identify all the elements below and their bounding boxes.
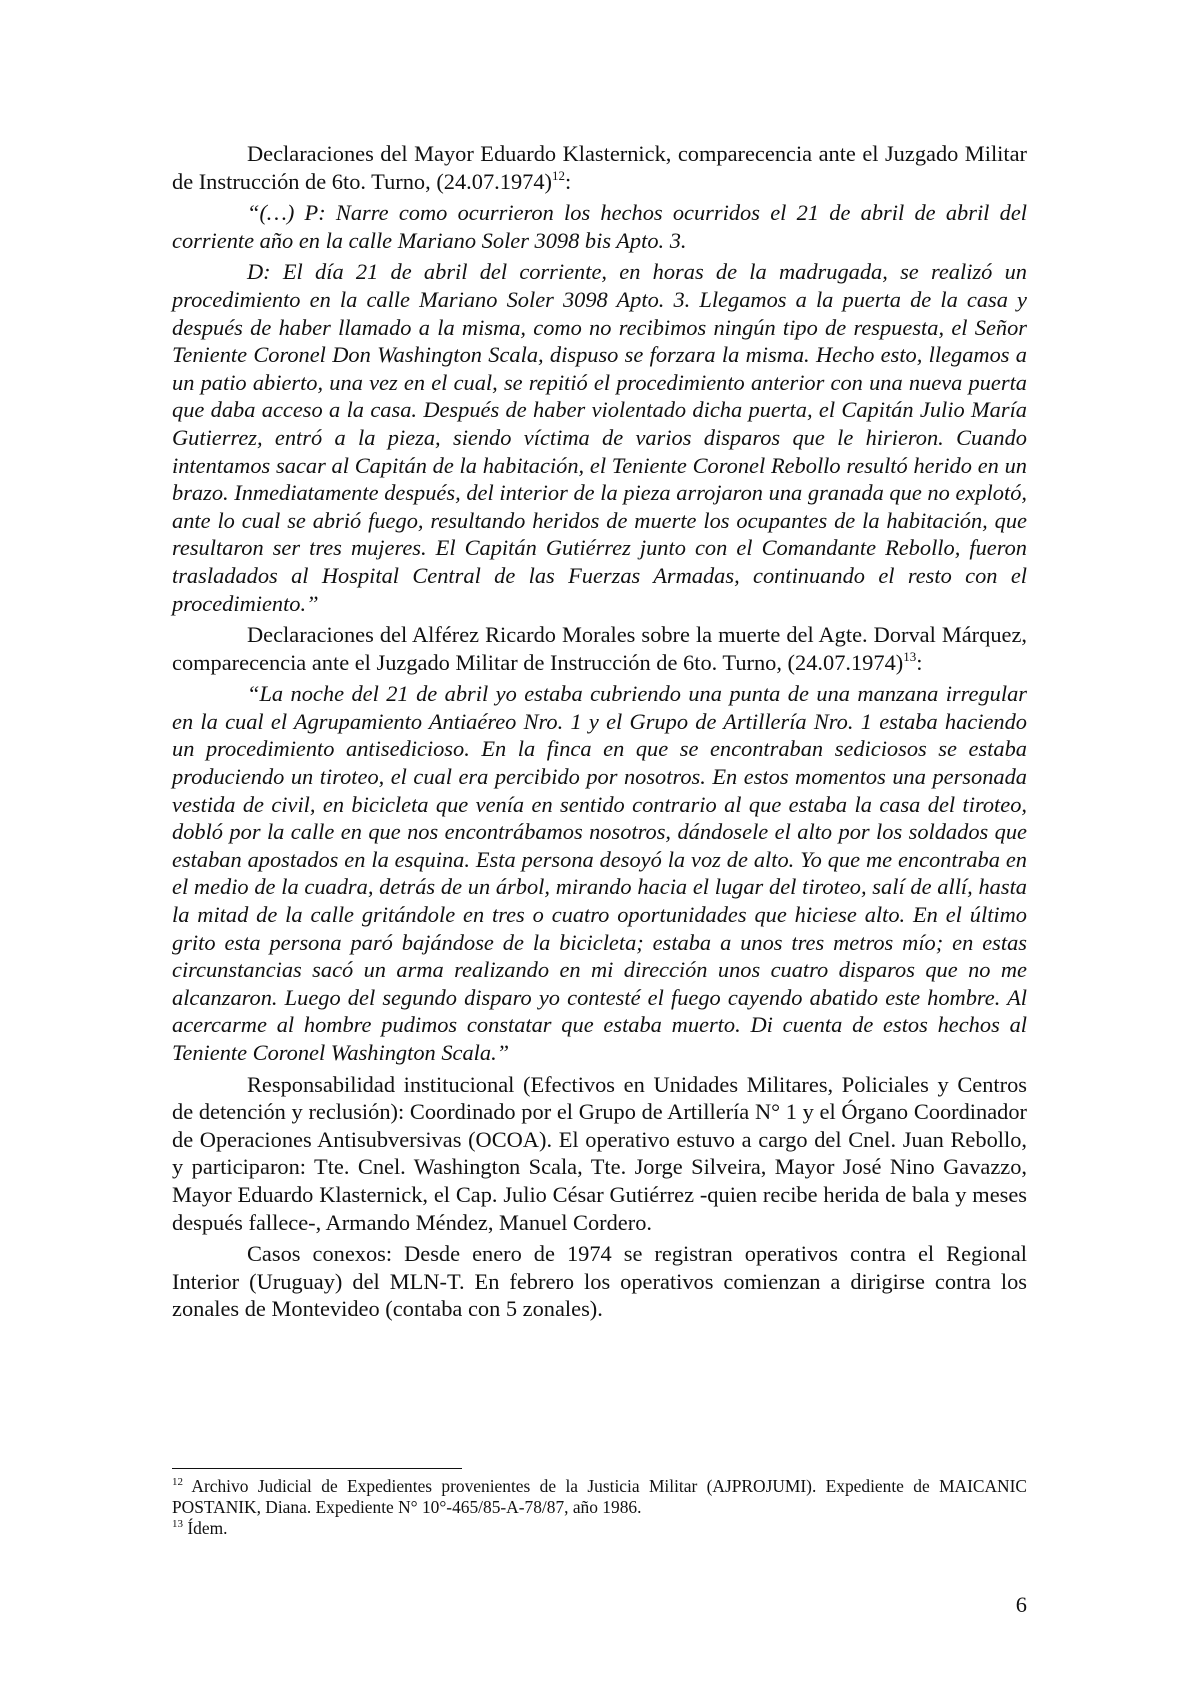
paragraph-related-cases: Casos conexos: Desde enero de 1974 se registran operativos contra el Regional Interior (Uruguay) del MLN-T. En febrero los operativos comienzan a dirigirse contra los zonales de Montevideo (contaba con 5 zonales). bbox=[172, 1241, 1027, 1322]
footnote-text: Ídem. bbox=[187, 1518, 228, 1538]
paragraph-question: “(…) P: Narre como ocurrieron los hechos ocurridos el 21 de abril de abril del corriente año en la calle Mariano Soler 3098 bis Apto. 3. bbox=[172, 200, 1027, 253]
paragraph-morales-quote: “La noche del 21 de abril yo estaba cubriendo una punta de una manzana irregular en la cual el Agrupamiento Antiaéreo Nro. 1 y el Grupo de Artillería Nro. 1 estaba haciendo un procedimiento antisedicioso. En la finca en que se encontraban sediciosos se estaba produciendo un tiroteo, el cual era percibido por nosotros. En estos momentos una personada vestida de civil, en bicicleta que venía en sentido contrario al que estaba la casa del tiroteo, dobló por la calle en que nos encontrábamos nosotros, dándosele el alto por los soldados que estaban apostados en la esquina. Esta persona desoyó la voz de alto. Yo que me encontraba en el medio de la cuadra, detrás de un árbol, mirando hacia el lugar del tiroteo, salí de allí, hasta la mitad de la calle gritándole en tres o cuatro oportunidades que hiciese alto. En el último grito esta persona paró bajándose de la bicicleta; estaba a unos tres metros mío; en estas circunstancias sacó un arma realizando en mi dirección unos cuatro disparos que no me alcanzaron. Luego del segundo disparo yo contesté el fuego cayendo abatido este hombre. Al acercarme al hombre pudimos constatar que estaba muerto. Di cuenta de estos hechos al Teniente Coronel Washington Scala.” bbox=[172, 681, 1027, 1065]
footnote-12 bbox=[172, 1476, 1027, 1518]
paragraph-klasternick-intro bbox=[172, 140, 1027, 195]
footnote-13 bbox=[172, 1518, 1027, 1539]
body-text bbox=[172, 140, 1027, 1327]
footnotes bbox=[172, 1476, 1027, 1539]
paragraph-tail: : bbox=[564, 168, 572, 194]
paragraph-tail: : bbox=[916, 649, 923, 675]
paragraph-text: Declaraciones del Alférez Ricardo Morales sobre la muerte del Agte. Dorval Márquez, comparecencia ante el Juzgado Militar de Instrucción de 6to. Turno, (24.07.1974) bbox=[172, 622, 1027, 675]
footnote-number: 12 bbox=[172, 1476, 183, 1488]
paragraph-answer: D: El día 21 de abril del corriente, en horas de la madrugada, se realizó un procedimiento en la calle Mariano Soler 3098 Apto. 3. Llegamos a la puerta de la casa y después de haber llamado a la misma, como no recibimos ningún tipo de respuesta, el Señor Teniente Coronel Don Washington Scala, dispuso se forzara la misma. Hecho esto, llegamos a un patio abierto, una vez en el cual, se repitió el procedimiento anterior con una nueva puerta que daba acceso a la casa. Después de haber violentado dicha puerta, el Capitán Julio María Gutierrez, entró a la pieza, siendo víctima de varios disparos que le hirieron. Cuando intentamos sacar al Capitán de la habitación, el Teniente Coronel Rebollo resultó herido en un brazo. Inmediatamente después, del interior de la pieza arrojaron una granada que no explotó, ante lo cual se abrió fuego, resultando heridos de muerte los ocupantes de la habitación, que resultaron ser tres mujeres. El Capitán Gutiérrez junto con el Comandante Rebollo, fueron trasladados al Hospital Central de las Fuerzas Armadas, continuando el resto con el procedimiento.” bbox=[172, 259, 1027, 616]
page-number: 6 bbox=[1015, 1592, 1027, 1617]
paragraph-text: Declaraciones del Mayor Eduardo Klasternick, comparecencia ante el Juzgado Militar de Instrucción de 6to. Turno, (24.07.1974) bbox=[172, 141, 1027, 194]
footnote-ref-13: 13 bbox=[903, 648, 917, 664]
footnote-divider bbox=[172, 1468, 462, 1469]
paragraph-responsibility: Responsabilidad institucional (Efectivos en Unidades Militares, Policiales y Centros de detención y reclusión): Coordinado por el Grupo de Artillería N° 1 y el Órgano Coordinador de Operaciones Antisubversivas (OCOA). El operativo estuvo a cargo del Cnel. Juan Rebollo, y participaron: Tte. Cnel. Washington Scala, Tte. Jorge Silveira, Mayor José Nino Gavazzo, Mayor Eduardo Klasternick, el Cap. Julio César Gutiérrez -quien recibe herida de bala y meses después fallece-, Armando Méndez, Manuel Cordero. bbox=[172, 1071, 1027, 1235]
footnote-ref-12: 12 bbox=[551, 167, 565, 183]
footnote-number: 13 bbox=[172, 1518, 183, 1530]
footnote-text: Archivo Judicial de Expedientes provenientes de la Justicia Militar (AJPROJUMI). Expediente de MAICANIC POSTANIK, Diana. Expediente N° 10°-465/85-A-78/87, año 1986. bbox=[172, 1476, 1027, 1517]
paragraph-morales-intro bbox=[172, 621, 1027, 676]
